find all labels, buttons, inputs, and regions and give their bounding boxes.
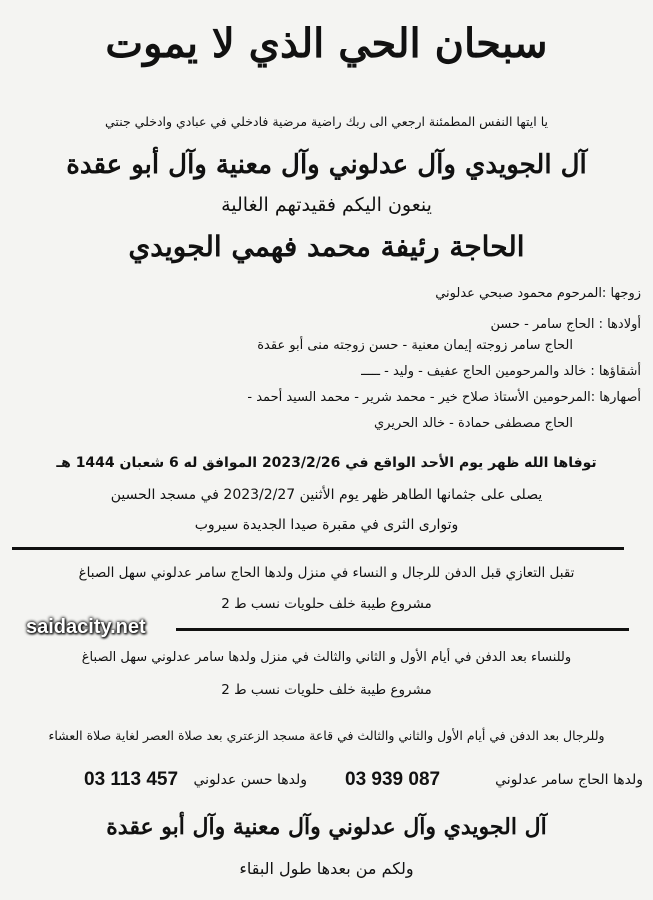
children-spouses-line: الحاج سامر زوجته إيمان معنية - حسن زوجته منى أبو عقدة [257,338,573,353]
quran-verse: يا ايتها النفس المطمئنة ارجعي الى ربك راضية مرضية فادخلي في عبادي وادخلي جنتي [105,114,548,129]
verse-title: سبحان الحي الذي لا يموت [105,20,548,67]
husband-line: زوجها :المرحوم محمود صبحي عدلوني [435,286,641,301]
men-condolences: وللرجال بعد الدفن في أيام الأول والثاني والثالث في قاعة مسجد الزعتري بعد صلاة العصر لغاية صلاة العشاء [48,728,605,743]
contact-phone-hassan: 03 113 457 [84,769,179,790]
site-watermark: saidacity.net [26,616,146,638]
families-heading: آل الجويدي وآل عدلوني وآل معنية وآل أبو عقدة [66,150,587,180]
siblings-line: أشقاؤها : خالد والمرحومين الحاج عفيف - وليد - ـــــ [360,364,641,379]
death-date: توفاها الله ظهر يوم الأحد الواقع في 2023/2/26 الموافق له 6 شعبان 1444 هـ [56,455,597,471]
women-condolences-address: مشروع طيبة خلف حلويات نسب ط 2 [221,682,432,698]
closing-line: ولكم من بعدها طول البقاء [239,859,414,878]
contact-phone-samer: 03 939 087 [345,769,441,790]
divider-top [12,547,624,550]
contact-label-samer: ولدها الحاج سامر عدلوني [495,772,643,788]
mourning-line: ينعون اليكم فقيدتهم الغالية [221,194,432,216]
divider-bottom [176,628,629,631]
contact-label-hassan: ولدها حسن عدلوني [193,772,307,788]
condolences-before-burial: تقبل التعازي قبل الدفن للرجال و النساء في منزل ولدها الحاج سامر عدلوني سهل الصباغ [78,565,575,581]
deceased-name: الحاجة رئيفة محمد فهمي الجويدي [128,230,525,263]
burial-place: وتوارى الثرى في مقبرة صيدا الجديدة سيروب [194,517,459,533]
footer-families: آل الجويدي وآل عدلوني وآل معنية وآل أبو عقدة [106,814,547,840]
inlaws-line: أصهارها :المرحومين الأستاذ صلاح خير - محمد شرير - محمد السيد أحمد - [247,390,641,405]
women-condolences: وللنساء بعد الدفن في أيام الأول و الثاني والثالث في منزل ولدها سامر عدلوني سهل الصباغ [81,650,572,665]
children-line: أولادها : الحاج سامر - حسن [490,317,641,332]
condolences-address: مشروع طيبة خلف حلويات نسب ط 2 [221,596,432,612]
inlaws-line-2: الحاج مصطفى حمادة - خالد الحريري [374,416,573,431]
funeral-prayer: يصلى على جثمانها الطاهر ظهر يوم الأثنين 2023/2/27 في مسجد الحسين [110,487,543,503]
